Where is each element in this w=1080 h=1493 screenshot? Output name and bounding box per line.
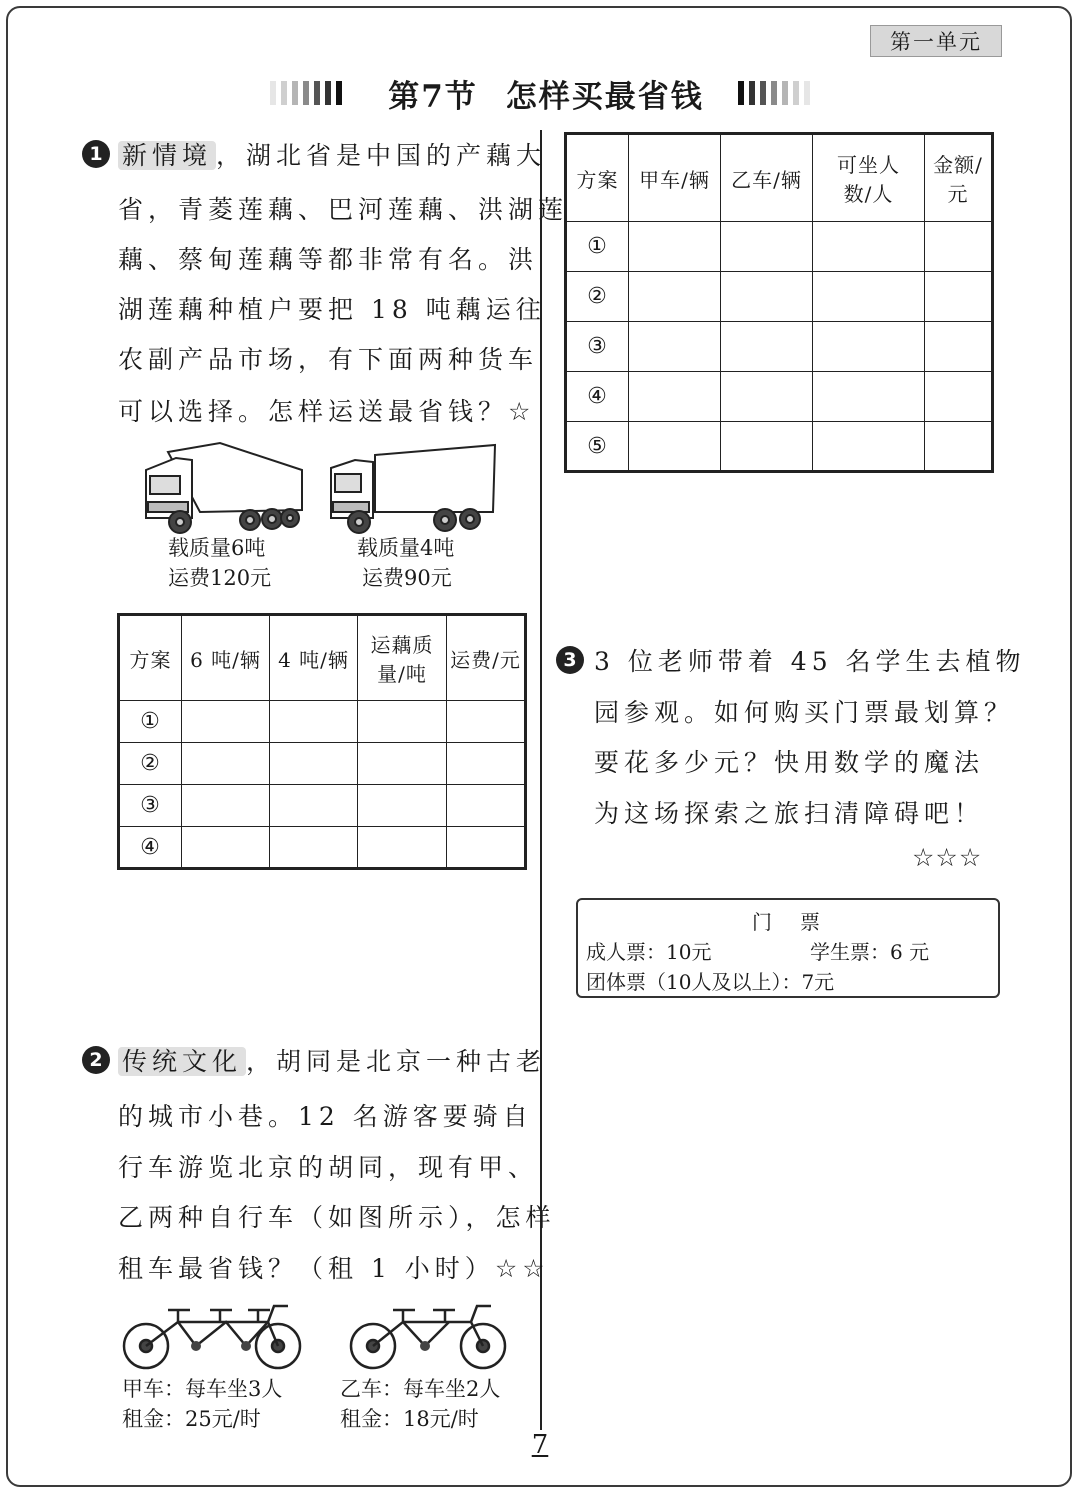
small-truck-image [325,440,500,535]
q2-plan-label: ④ [566,372,629,422]
answer-cell[interactable] [813,372,925,422]
section-name: 怎样买最省钱 [505,78,704,115]
tandem-bike-b-image [345,1300,510,1372]
q1-line-4: 湖莲藕种植户要把 18 吨藕运往 [118,295,546,324]
answer-cell[interactable] [447,827,526,869]
answer-cell[interactable] [270,827,358,869]
tandem-bike-a-image [118,1300,308,1372]
group-ticket-price: 团体票（10人及以上）：7元 [586,970,835,994]
q3-line-3: 要花多少元？快用数学的魔法 [594,748,985,777]
page-number: 7 [531,1430,549,1460]
q2-plan-label: ② [566,272,629,322]
answer-cell[interactable] [447,743,526,785]
table-row [119,701,526,743]
q2-tag: 传统文化 [118,1047,246,1076]
answer-cell[interactable] [358,701,447,743]
answer-cell[interactable] [925,372,993,422]
answer-cell[interactable] [721,322,813,372]
q1-star-rating: ☆ [508,397,536,426]
q1-plan-label: ④ [119,827,182,869]
bike-a-rent: 租金：25元/时 [122,1407,261,1431]
bike-a-seats: 甲车：每车坐3人 [122,1377,283,1401]
q3-line-2: 园参观。如何购买门票最划算？ [594,698,1015,727]
answer-cell[interactable] [925,272,993,322]
q1-line-3: 藕、蔡甸莲藕等都非常有名。洪 [118,245,539,274]
answer-cell[interactable] [721,372,813,422]
table-row [566,372,993,422]
q2-header-cell: 金额/元 [925,134,993,222]
bike-b-seats: 乙车：每车坐2人 [340,1377,501,1401]
q1-number-badge: 1 [82,140,110,168]
q2-header-cell: 甲车/辆 [629,134,721,222]
q1-line-1-text: ，湖北省是中国的产藕大 [216,141,547,170]
q2-line-5 [118,1249,550,1285]
answer-cell[interactable] [182,785,270,827]
answer-cell[interactable] [629,422,721,472]
answer-cell[interactable] [270,785,358,827]
bike-b-rent: 租金：18元/时 [340,1407,479,1431]
answer-cell[interactable] [358,827,447,869]
answer-cell[interactable] [813,422,925,472]
q2-line-1-text: ，胡同是北京一种古老 [246,1047,547,1076]
answer-cell[interactable] [358,743,447,785]
answer-cell[interactable] [447,701,526,743]
truck-a-fee: 运费120元 [168,566,272,590]
table-row [119,743,526,785]
table-row [566,322,993,372]
q1-line-5: 农副产品市场，有下面两种货车 [118,345,539,374]
answer-cell[interactable] [629,322,721,372]
ticket-price-box [576,898,1000,998]
adult-ticket-price: 成人票：10元 [586,940,712,964]
q2-table-header-row [566,134,993,222]
answer-cell[interactable] [182,701,270,743]
answer-cell[interactable] [813,222,925,272]
q1-header-cell: 6 吨/辆 [182,615,270,701]
answer-cell[interactable] [925,322,993,372]
answer-cell[interactable] [629,372,721,422]
answer-cell[interactable] [721,272,813,322]
q1-table-header-row [119,615,526,701]
student-ticket-price: 学生票：6 元 [810,940,930,964]
q2-plan-label: ③ [566,322,629,372]
q1-line-2: 省，青菱莲藕、巴河莲藕、洪湖莲 [118,195,569,224]
answer-cell[interactable] [925,422,993,472]
q3-line-1: 3 位老师带着 45 名学生去植物 [594,647,1026,676]
q2-header-cell: 方案 [566,134,629,222]
q2-line-5-text: 租车最省钱？（租 1 小时） [118,1254,495,1283]
table-row [566,272,993,322]
q1-plan-label: ② [119,743,182,785]
title-decoration-left [270,81,342,105]
q1-line-6-text: 可以选择。怎样运送最省钱？ [118,397,509,426]
answer-cell[interactable] [813,272,925,322]
q3-line-4: 为这场探索之旅扫清障碍吧！ [594,799,985,828]
q2-header-cell: 可坐人数/人 [813,134,925,222]
truck-b-fee: 运费90元 [362,566,452,590]
title-decoration-right [738,81,810,105]
q2-star-rating: ☆☆ [494,1254,550,1283]
q2-header-cell: 乙车/辆 [721,134,813,222]
q2-line-3: 行车游览北京的胡同，现有甲、 [118,1153,539,1182]
truck-b-capacity: 载质量4吨 [357,536,455,560]
answer-cell[interactable] [721,422,813,472]
answer-cell[interactable] [182,827,270,869]
section-number: 第7节 [388,78,478,115]
truck-a-capacity: 载质量6吨 [168,536,266,560]
q2-plan-table [564,132,994,473]
q1-header-cell: 方案 [119,615,182,701]
q2-line-1 [118,1042,546,1078]
table-row [566,422,993,472]
table-row [566,222,993,272]
q3-star-rating: ☆☆☆ [912,843,983,872]
q1-header-cell: 运费/元 [447,615,526,701]
q2-line-2: 的城市小巷。12 名游客要骑自 [118,1102,533,1131]
q1-tag: 新情境 [118,141,216,170]
section-title [376,71,704,116]
unit-label: 第一单元 [870,25,1002,57]
table-row [119,827,526,869]
q2-plan-label: ⑤ [566,422,629,472]
q3-number-badge: 3 [556,646,584,674]
answer-cell[interactable] [721,222,813,272]
q2-plan-label: ① [566,222,629,272]
answer-cell[interactable] [270,743,358,785]
answer-cell[interactable] [629,272,721,322]
answer-cell[interactable] [629,222,721,272]
answer-cell[interactable] [270,701,358,743]
q2-line-4: 乙两种自行车（如图所示），怎样 [118,1203,556,1232]
q2-number-badge: 2 [82,1046,110,1074]
q1-line-1 [118,136,546,172]
q1-header-cell: 4 吨/辆 [270,615,358,701]
q1-plan-label: ① [119,701,182,743]
ticket-title: 门 票 [752,910,824,934]
large-truck-image [140,440,305,535]
q1-header-cell: 运藕质量/吨 [358,615,447,701]
table-row [119,785,526,827]
answer-cell[interactable] [813,322,925,372]
q1-line-6 [118,392,535,428]
answer-cell[interactable] [447,785,526,827]
section-title-row [0,68,1080,118]
answer-cell[interactable] [358,785,447,827]
q1-plan-label: ③ [119,785,182,827]
answer-cell[interactable] [182,743,270,785]
answer-cell[interactable] [925,222,993,272]
q1-plan-table [117,613,527,870]
